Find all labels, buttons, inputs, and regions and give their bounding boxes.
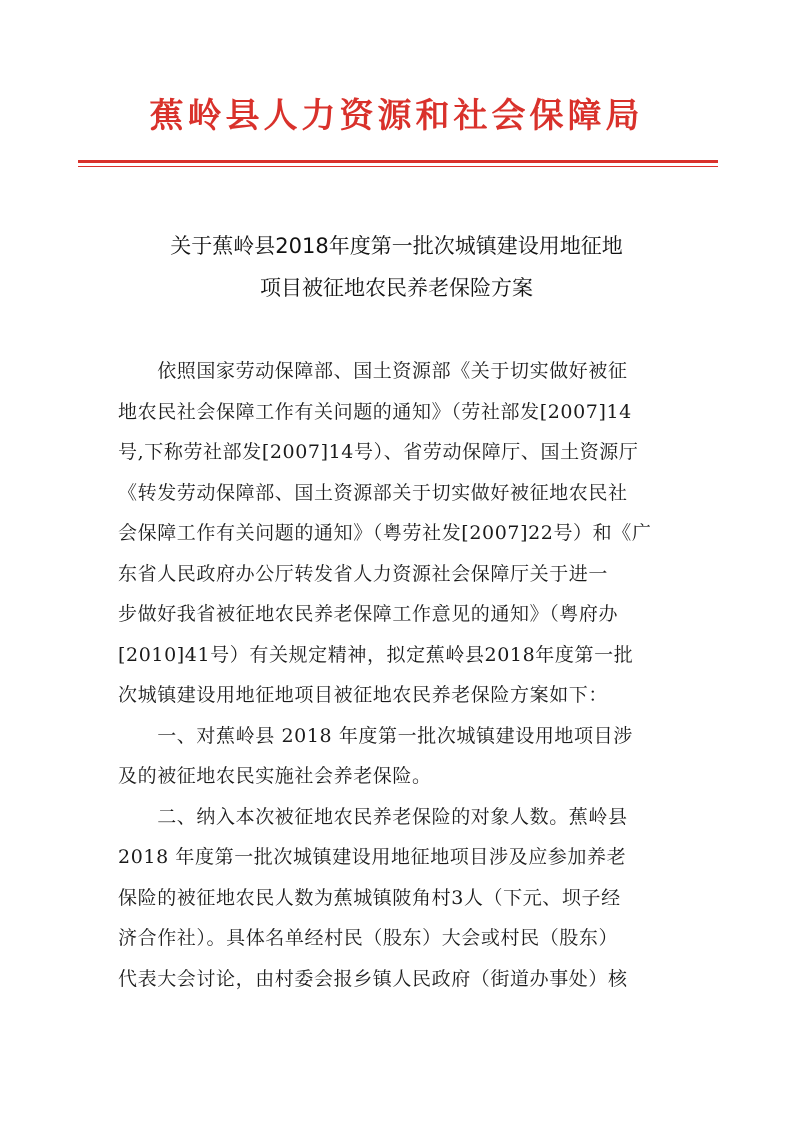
body-line: 《转发劳动保障部、国土资源部关于切实做好被征地农民社	[118, 481, 628, 504]
body-line: 次城镇建设用地征地项目被征地农民养老保险方案如下：	[118, 684, 609, 706]
body-line: 济合作社）。具体名单经村民（股东）大会或村民（股东）	[118, 927, 619, 949]
agency-letterhead: 蕉岭县人力资源和社会保障局	[149, 96, 644, 136]
body-line: 一、对蕉岭县 2018 年度第一批次城镇建设用地项目涉	[118, 724, 633, 747]
body-line: 保险的被征地农民人数为蕉城镇陂角村3人（下元、坝子经	[118, 886, 621, 909]
body-line: 号,下称劳社部发[2007]14号）、省劳动保障厅、国土资源厅	[118, 441, 639, 463]
body-line: 地农民社会保障工作有关问题的通知》（劳社部发[2007]14	[118, 400, 632, 423]
letterhead-rule-thick	[78, 160, 718, 163]
body-line: 及的被征地农民实施社会养老保险。	[118, 765, 432, 787]
body-line: 步做好我省被征地农民养老保障工作意见的通知》（粤府办	[118, 603, 619, 625]
body-line: 2018 年度第一批次城镇建设用地征地项目涉及应参加养老	[118, 846, 627, 868]
body-line: 会保障工作有关问题的通知》（粤劳社发[2007]22号）和《广	[118, 522, 652, 544]
letterhead-rule-thin	[78, 166, 718, 167]
body-line: [2010]41号）有关规定精神，拟定蕉岭县2018年度第一批	[118, 643, 634, 666]
body-line: 依照国家劳动保障部、国土资源部《关于切实做好被征	[118, 360, 628, 382]
document-title	[60, 225, 733, 309]
document-body	[118, 351, 678, 999]
body-line: 二、纳入本次被征地农民养老保险的对象人数。蕉岭县	[118, 805, 628, 828]
title-line-2: 项目被征地农民养老保险方案	[260, 276, 533, 300]
title-line-1: 关于蕉岭县2018年度第一批次城镇建设用地征地	[170, 234, 623, 258]
body-line: 代表大会讨论，由村委会报乡镇人民政府（街道办事处）核	[118, 967, 628, 990]
body-line: 东省人民政府办公厅转发省人力资源社会保障厅关于进一	[118, 562, 609, 585]
